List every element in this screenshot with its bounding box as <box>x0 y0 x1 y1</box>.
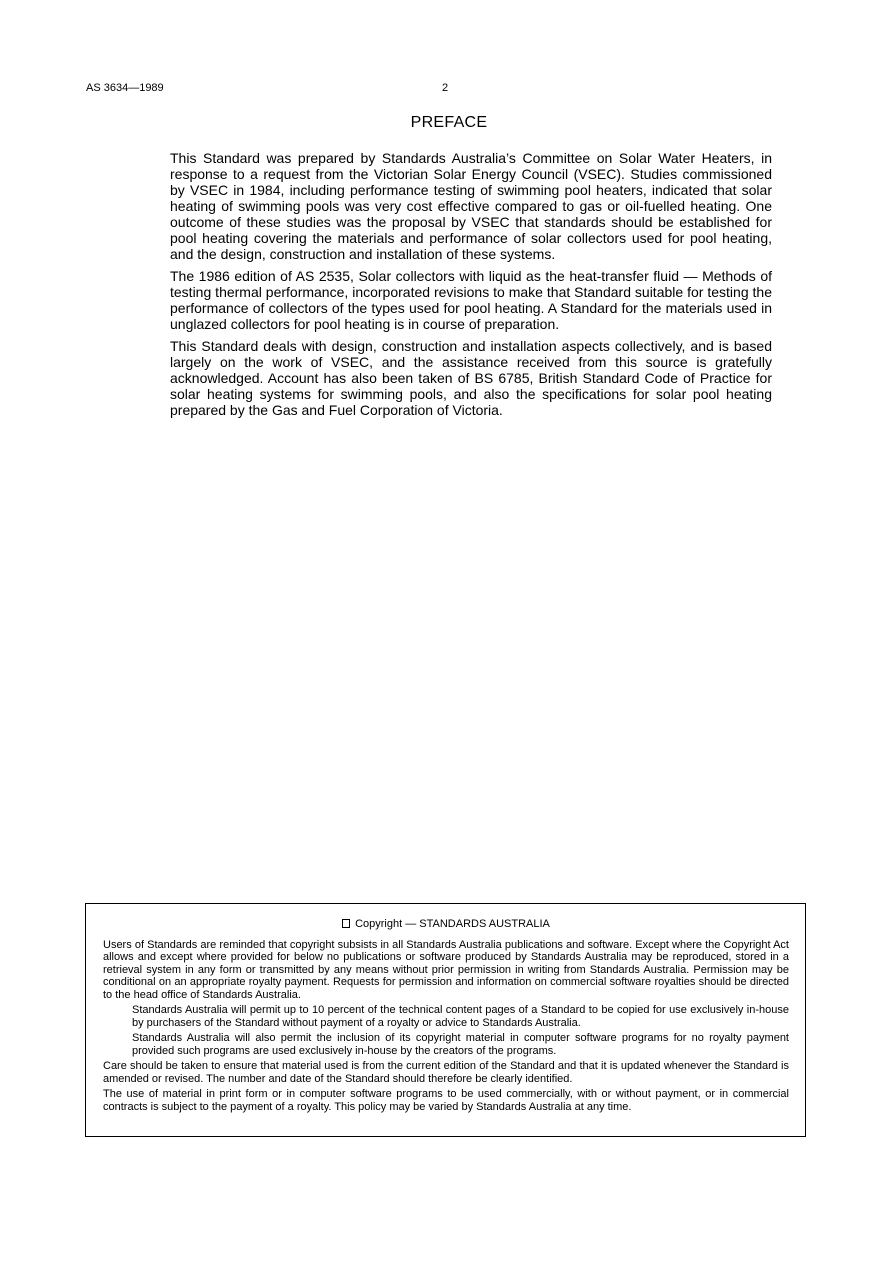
preface-paragraph-3 <box>170 338 772 418</box>
copyright-title-text: Copyright — STANDARDS AUSTRALIA <box>355 918 550 930</box>
copyright-notice-box <box>85 903 806 1137</box>
page-title: PREFACE <box>410 114 488 131</box>
citation-title: British Standard Code of Practice for solar heating systems for swimming pools <box>170 370 772 402</box>
copyright-paragraph-5: The use of material in print form or in computer software programs to be used commercially, with or without payment, or in commercial contracts is subject to the payment of a royalty. This policy may be varied by Standards Australia at any time. <box>103 1088 789 1113</box>
copyright-paragraph-4: Care should be taken to ensure that material used is from the current edition of the Standard and that it is updated whenever the Standard is amended or revised. The number and date of the Standard should therefore be clearly identified. <box>103 1060 789 1085</box>
copyright-paragraph-1: Users of Standards are reminded that copyright subsists in all Standards Australia publications and software. Except where the Copyright Act allows and except where provided for below no publications or software produced by Standards Australia may be reproduced, stored in a retrieval system in any form or transmitted by any means without prior permission in writing from Standards Australia. Permission may be conditional on an appropriate royalty payment. Requests for permission and information on commercial software royalties should be directed to the head office of Standards Australia. <box>103 938 789 1001</box>
copyright-paragraph-2: Standards Australia will permit up to 10 percent of the technical content pages of a Standard to be copied for use exclusively in-house by purchasers of the Standard without payment of a royalty or advice to Standards Australia. <box>132 1004 789 1029</box>
paragraph-text: This Standard deals with design, construction and installation aspects collectively, and is based largely on the work of VSEC, and the assistance received from this source is gratefully acknowledged. Account has also been taken of BS 6785, <box>170 338 772 386</box>
paragraph-text: The 1986 edition of AS 2535, <box>170 268 359 284</box>
citation-title: Solar collectors with liquid as the heat-transfer fluid — Methods of testing thermal performance <box>170 268 772 300</box>
running-header <box>86 82 806 96</box>
copyright-symbol-icon <box>342 919 350 928</box>
copyright-title <box>103 918 789 931</box>
page-number: 2 <box>442 82 449 94</box>
preface-body <box>170 150 772 424</box>
preface-paragraph-1: This Standard was prepared by Standards Australia’s Committee on Solar Water Heaters, in response to a request from the Victorian Solar Energy Council (VSEC). Studies commissioned by VSEC in 1984, including performance testing of swimming pool heaters, indicated that solar heating of swimming pools was very cost effective compared to gas or oil-fuelled heating. One outcome of these studies was the proposal by VSEC that standards should be established for pool heating covering the materials and performance of solar collectors used for pool heating, and the design, construction and installation of these systems. <box>170 150 772 262</box>
preface-paragraph-2 <box>170 268 772 332</box>
paragraph-text: , and also the specifications for solar pool heating prepared by the Gas and Fuel Corporation of Victoria. <box>170 386 772 418</box>
copyright-paragraph-3: Standards Australia will also permit the inclusion of its copyright material in computer software programs for no royalty payment provided such programs are used exclusively in-house by the creators of the programs. <box>132 1032 789 1057</box>
paragraph-text: , incorporated revisions to make that Standard suitable for testing the performance of collectors of the types used for pool heating. A Standard for the materials used in unglazed collectors for pool heating is in course of preparation. <box>170 284 772 332</box>
document-id: AS 3634—1989 <box>86 82 164 94</box>
